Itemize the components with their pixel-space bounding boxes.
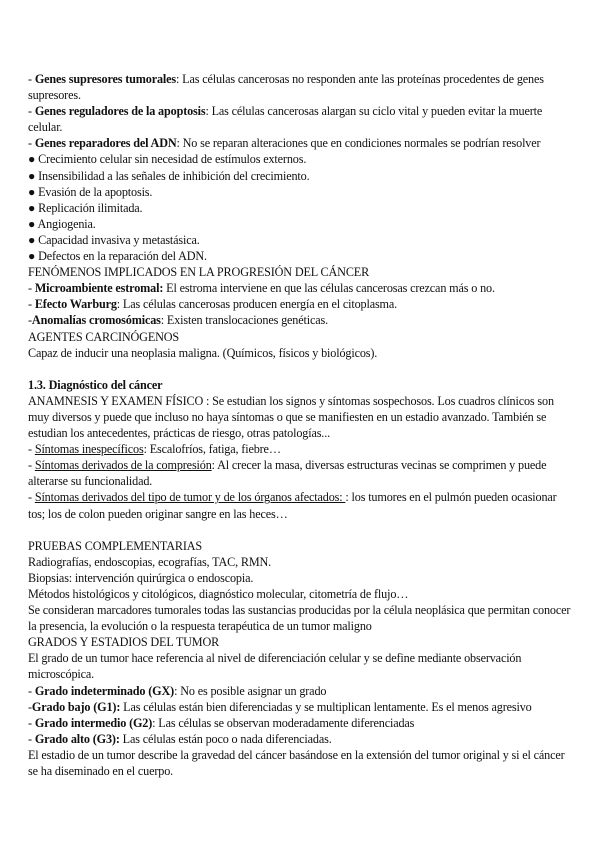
line-text: Capaz de inducir una neoplasia maligna. (Químicos, físicos y biológicos). (28, 345, 378, 360)
text-line (28, 345, 576, 361)
line-text: El estroma interviene en que las células cancerosas crezcan más o no. (163, 281, 495, 296)
line-text: Defectos en la reparación del ADN. (38, 249, 207, 264)
text-line (28, 634, 576, 650)
line-label: Grado indeterminado (GX) (34, 683, 175, 698)
line-label: Síntomas inespecíficos (34, 442, 144, 457)
line-text: : Existen translocaciones genéticas. (160, 313, 328, 328)
text-line (28, 184, 576, 200)
line-text: Biopsias: intervención quirúrgica o endoscopia. (28, 570, 254, 585)
line-prefix: ● (28, 184, 39, 199)
line-text: El estadio de un tumor describe la gravedad del cáncer basándose en la extensión del tumor original y si el cáncer se ha diseminado en el cuerpo. (28, 747, 565, 779)
line-label: Efecto Warburg (34, 297, 117, 312)
text-line (28, 602, 576, 634)
text-line (28, 248, 576, 264)
line-prefix: - (28, 442, 35, 457)
line-text: Se consideran marcadores tumorales todas las sustancias producidas por la célula neoplásica que permitan conocer la presencia, la evolución o la respuesta terapéutica de un tumor maligno (28, 603, 571, 634)
text-line (28, 538, 576, 554)
line-prefix: - (28, 683, 35, 698)
line-text: : No se reparan alteraciones que en condiciones normales se podrían resolver (176, 136, 541, 151)
line-prefix: - (28, 313, 32, 328)
line-text: AGENTES CARCINÓGENOS (28, 329, 180, 344)
text-line (28, 393, 576, 441)
line-prefix: ● (28, 216, 38, 231)
text-line (28, 489, 576, 521)
line-label: Grado intermedio (G2) (34, 715, 153, 730)
text-line (28, 554, 576, 570)
line-prefix: - (28, 297, 35, 312)
line-prefix: ● (28, 200, 39, 215)
text-line (28, 151, 576, 167)
line-text: : los tumores en el pulmón pueden ocasionar tos; los de colon pueden originar sangre en las heces… (28, 490, 557, 521)
text-line (28, 457, 576, 489)
line-text: PRUEBAS COMPLEMENTARIAS (28, 538, 203, 553)
line-label: Genes reparadores del ADN (34, 136, 177, 151)
line-prefix: - (28, 281, 35, 296)
text-line (28, 71, 576, 103)
line-text: : Escalofríos, fatiga, fiebre… (143, 442, 281, 457)
line-text: Insensibilidad a las señales de inhibición del crecimiento. (38, 168, 310, 183)
line-label: Anomalías cromosómicas (31, 313, 161, 328)
line-text: Las células están poco o nada diferenciadas. (119, 731, 332, 746)
document-page (28, 71, 576, 779)
line-prefix: - (28, 731, 35, 746)
line-text: : Las células se observan moderadamente diferenciadas (152, 715, 415, 730)
text-line (28, 650, 576, 682)
line-prefix: - (28, 136, 35, 151)
text-line (28, 586, 576, 602)
text-line (28, 216, 576, 232)
line-prefix: ● (28, 249, 39, 264)
line-text: Angiogenia. (37, 216, 96, 231)
line-prefix: ● (28, 168, 39, 183)
text-line (28, 747, 576, 779)
line-text: El grado de un tumor hace referencia al nivel de diferenciación celular y se define mediante observación microscópica. (28, 651, 522, 682)
line-text: GRADOS Y ESTADIOS DEL TUMOR (28, 635, 220, 650)
line-text: : Las células cancerosas alargan su ciclo vital y pueden evitar la muerte celular. (28, 104, 543, 135)
text-line (28, 168, 576, 184)
line-text: Evasión de la apoptosis. (38, 184, 153, 199)
line-text: Crecimiento celular sin necesidad de estímulos externos. (38, 152, 307, 167)
line-label: Síntomas derivados del tipo de tumor y de los órganos afectados: (34, 490, 346, 505)
line-label: Grado alto (G3): (34, 731, 120, 746)
line-text: Capacidad invasiva y metastásica. (38, 232, 200, 247)
line-prefix: - (28, 104, 35, 119)
line-prefix: - (28, 458, 35, 473)
text-line (28, 232, 576, 248)
line-prefix: - (28, 72, 35, 86)
line-text: Las células están bien diferenciadas y se multiplican lentamente. Es el menos agresivo (120, 699, 532, 714)
line-text: ANAMNESIS Y EXAMEN FÍSICO : Se estudian los signos y síntomas sospechosos. Los cuadros clínicos son muy diversos y puede que incluso no haya síntomas o que se manifiesten en un estadio avanzado. También se estudian los antecedentes, prácticas de riesgo, otras patologías... (28, 393, 554, 441)
line-label: Síntomas derivados de la compresión (34, 458, 212, 473)
text-line (28, 683, 576, 699)
line-prefix: - (28, 715, 35, 730)
line-label: 1.3. Diagnóstico del cáncer (28, 377, 163, 392)
text-line (28, 570, 576, 586)
line-text: : Al crecer la masa, diversas estructuras vecinas se comprimen y puede alterarse su funcionalidad. (28, 458, 547, 489)
text-line (28, 312, 576, 328)
line-text: Replicación ilimitada. (38, 200, 143, 215)
line-label: Grado bajo (G1): (31, 699, 121, 714)
text-line (28, 264, 576, 280)
text-line (28, 715, 576, 731)
section-heading (28, 377, 576, 393)
text-line (28, 329, 576, 345)
line-text: : No es posible asignar un grado (174, 683, 327, 698)
line-text: : Las células cancerosas no responden ante las proteínas procedentes de genes supresores. (28, 72, 544, 103)
line-text: Métodos histológicos y citológicos, diagnóstico molecular, citometría de flujo… (28, 587, 409, 601)
line-label: Genes supresores tumorales (34, 72, 177, 86)
blank-line (28, 522, 576, 538)
text-line (28, 280, 576, 296)
line-prefix: ● (28, 232, 39, 247)
line-prefix: ● (28, 152, 39, 167)
text-line (28, 699, 576, 715)
text-line (28, 135, 576, 151)
line-label: Genes reguladores de la apoptosis (34, 104, 206, 119)
text-line (28, 103, 576, 135)
line-label: Microambiente estromal: (34, 281, 164, 296)
text-line (28, 731, 576, 747)
line-text: : Las células cancerosas producen energía en el citoplasma. (116, 297, 398, 312)
line-prefix: - (28, 699, 32, 714)
text-line (28, 200, 576, 216)
line-text: FENÓMENOS IMPLICADOS EN LA PROGRESIÓN DEL CÁNCER (28, 265, 370, 280)
text-line (28, 441, 576, 457)
text-line (28, 296, 576, 312)
line-text: Radiografías, endoscopias, ecografías, TAC, RMN. (28, 554, 272, 569)
line-prefix: - (28, 490, 35, 505)
blank-line (28, 361, 576, 377)
